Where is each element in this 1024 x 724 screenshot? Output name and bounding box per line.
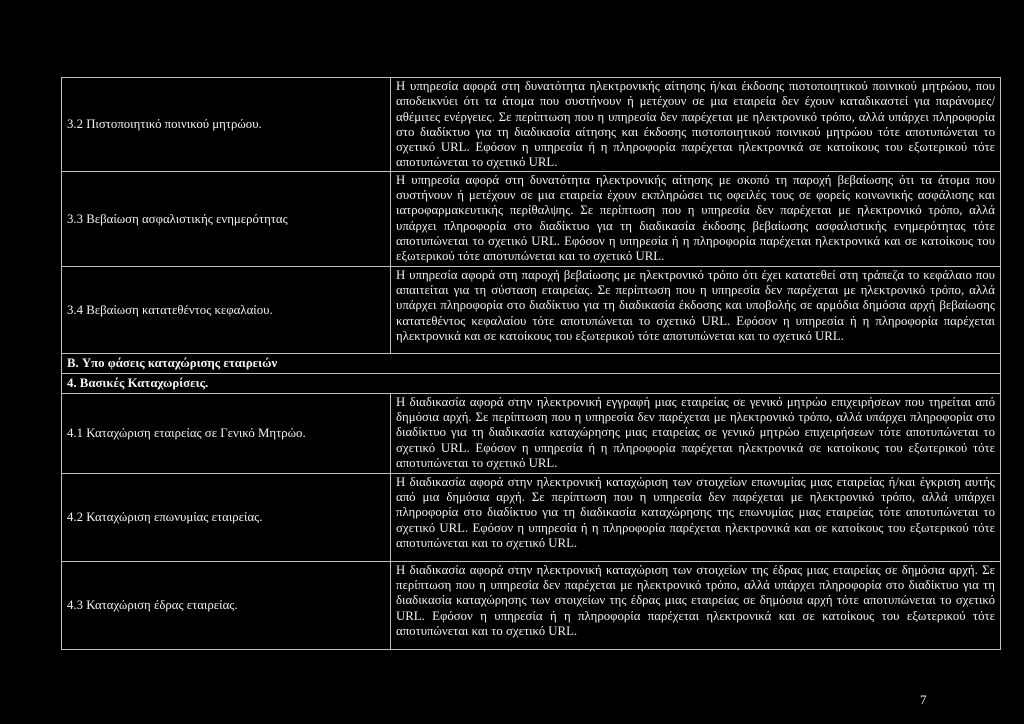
services-table <box>61 77 1001 650</box>
service-label-4-1: 4.1 Καταχώριση εταιρείας σε Γενικό Μητρώο. <box>62 393 391 473</box>
service-label-3-4: 3.4 Βεβαίωση κατατεθέντος κεφαλαίου. <box>62 266 391 353</box>
table-row-4-1 <box>62 393 1001 473</box>
service-description-4-1: Η διαδικασία αφορά στην ηλεκτρονική εγγραφή μιας εταιρείας σε γενικό μητρώο επιχειρήσεων που τηρείται από δημόσια αρχή. Σε περίπτωση που η υπηρεσία δεν παρέχεται με ηλεκτρονικό τρόπο, αλλά υπάρχει πληροφορία στο διαδίκτυο για τη διαδικασία καταχώρησης μιας εταιρείας σε γενικό μητρώο επιχειρήσεων τότε αποτυπώνεται το σχετικό URL. Εφόσον η υπηρεσία ή η πληροφορία παρέχεται ηλεκτρονικά σε κατοίκους του εξωτερικού τότε αποτυπώνεται το σχετικό URL. <box>391 393 1001 473</box>
table-row-4-3 <box>62 561 1001 649</box>
section-b-heading-row <box>62 353 1001 373</box>
service-description-3-2: Η υπηρεσία αφορά στη δυνατότητα ηλεκτρονικής αίτησης ή/και έκδοσης πιστοποιητικού ποινικού μητρώου, που αποδεικνύει ότι τα άτομα που συστήνουν ή μετέχουν σε μια εταιρεία δεν έχουν καταδικαστεί για παράνομες/αθέμιτες ενέργειες. Σε περίπτωση που η υπηρεσία δεν παρέχεται με ηλεκτρονικό τρόπο, αλλά υπάρχει πληροφορία στο διαδίκτυο για τη διαδικασία αίτησης και έκδοσης πιστοποιητικού ποινικού μητρώου τότε αποτυπώνεται το σχετικό URL. Εφόσον η υπηρεσία ή η πληροφορία παρέχεται ηλεκτρονικά σε κατοίκους του εξωτερικού τότε αποτυπώνεται το σχετικό URL. <box>391 78 1001 172</box>
table-row-3-4 <box>62 266 1001 353</box>
service-label-3-2: 3.2 Πιστοποιητικό ποινικού μητρώου. <box>62 78 391 172</box>
service-description-3-3: Η υπηρεσία αφορά στη δυνατότητα ηλεκτρονικής αίτησης με σκοπό τη παροχή βεβαίωσης ότι τα άτομα που συστήνουν ή μετέχουν σε μια εταιρεία έχουν εκπληρώσει τις οφειλές τους σε φορείς κοινωνικής ασφάλισης και ιατροφαρμακευτικής περίθαλψης. Σε περίπτωση που η υπηρεσία δεν παρέχεται με ηλεκτρονικό τρόπο, αλλά υπάρχει πληροφορία στο διαδίκτυο για τη διαδικασία έκδοσης βεβαίωσης ασφαλιστικής ενημερότητας τότε αποτυπώνεται το σχετικό URL. Εφόσον η υπηρεσία ή η πληροφορία παρέχεται ηλεκτρονικά και σε κατοίκους του εξωτερικού τότε αποτυπώνεται και το σχετικό URL. <box>391 171 1001 266</box>
service-label-3-3: 3.3 Βεβαίωση ασφαλιστικής ενημερότητας <box>62 171 391 266</box>
service-label-4-2: 4.2 Καταχώριση επωνυμίας εταιρείας. <box>62 473 391 561</box>
section-b-heading: B. Υπο φάσεις καταχώρισης εταιρειών <box>62 353 1001 373</box>
table-row-3-3 <box>62 171 1001 266</box>
table-row-4-2 <box>62 473 1001 561</box>
section-4-heading: 4. Βασικές Καταχωρίσεις. <box>62 373 1001 393</box>
page-number: 7 <box>920 692 927 707</box>
section-4-heading-row <box>62 373 1001 393</box>
service-description-4-3: Η διαδικασία αφορά στην ηλεκτρονική καταχώριση των στοιχείων της έδρας μιας εταιρείας σε δημόσια αρχή. Σε περίπτωση που η υπηρεσία δεν παρέχεται με ηλεκτρονικό τρόπο, αλλά υπάρχει πληροφορία στο διαδίκτυο για τη διαδικασία καταχώρησης των στοιχείων της έδρας μιας εταιρείας σε δημόσια αρχή τότε αποτυπώνεται το σχετικό URL. Εφόσον η υπηρεσία ή η πληροφορία παρέχεται ηλεκτρονικά και σε κατοίκους του εξωτερικού τότε αποτυπώνεται και το σχετικό URL. <box>391 561 1001 649</box>
table-row-3-2 <box>62 78 1001 172</box>
service-description-3-4: Η υπηρεσία αφορά στη παροχή βεβαίωσης με ηλεκτρονικό τρόπο ότι έχει κατατεθεί στη τράπεζα το κεφάλαιο που απαιτείται για τη σύσταση εταιρείας. Σε περίπτωση που η υπηρεσία δεν παρέχεται με ηλεκτρονικό τρόπο, αλλά υπάρχει πληροφορία στο διαδίκτυο για τη διαδικασία έκδοσης και υποβολής σε αρμόδια δημόσια αρχή βεβαίωσης κατατεθέντος κεφαλαίου τότε αποτυπώνεται το σχετικό URL. Εφόσον η υπηρεσία ή η πληροφορία παρέχεται ηλεκτρονικά και σε κατοίκους του εξωτερικού τότε αποτυπώνεται και το σχετικό URL. <box>391 266 1001 353</box>
service-description-4-2: Η διαδικασία αφορά στην ηλεκτρονική καταχώριση των στοιχείων επωνυμίας μιας εταιρείας ή/και έγκριση αυτής από μια δημόσια αρχή. Σε περίπτωση που η υπηρεσία δεν παρέχεται με ηλεκτρονικό τρόπο, αλλά υπάρχει πληροφορία στο διαδίκτυο για τη διαδικασία καταχώρησης της επωνυμίας μιας εταιρείας τότε αποτυπώνεται το σχετικό URL. Εφόσον η υπηρεσία ή η πληροφορία παρέχεται ηλεκτρονικά και σε κατοίκους του εξωτερικού τότε αποτυπώνεται και το σχετικό URL. <box>391 473 1001 561</box>
service-label-4-3: 4.3 Καταχώριση έδρας εταιρείας. <box>62 561 391 649</box>
